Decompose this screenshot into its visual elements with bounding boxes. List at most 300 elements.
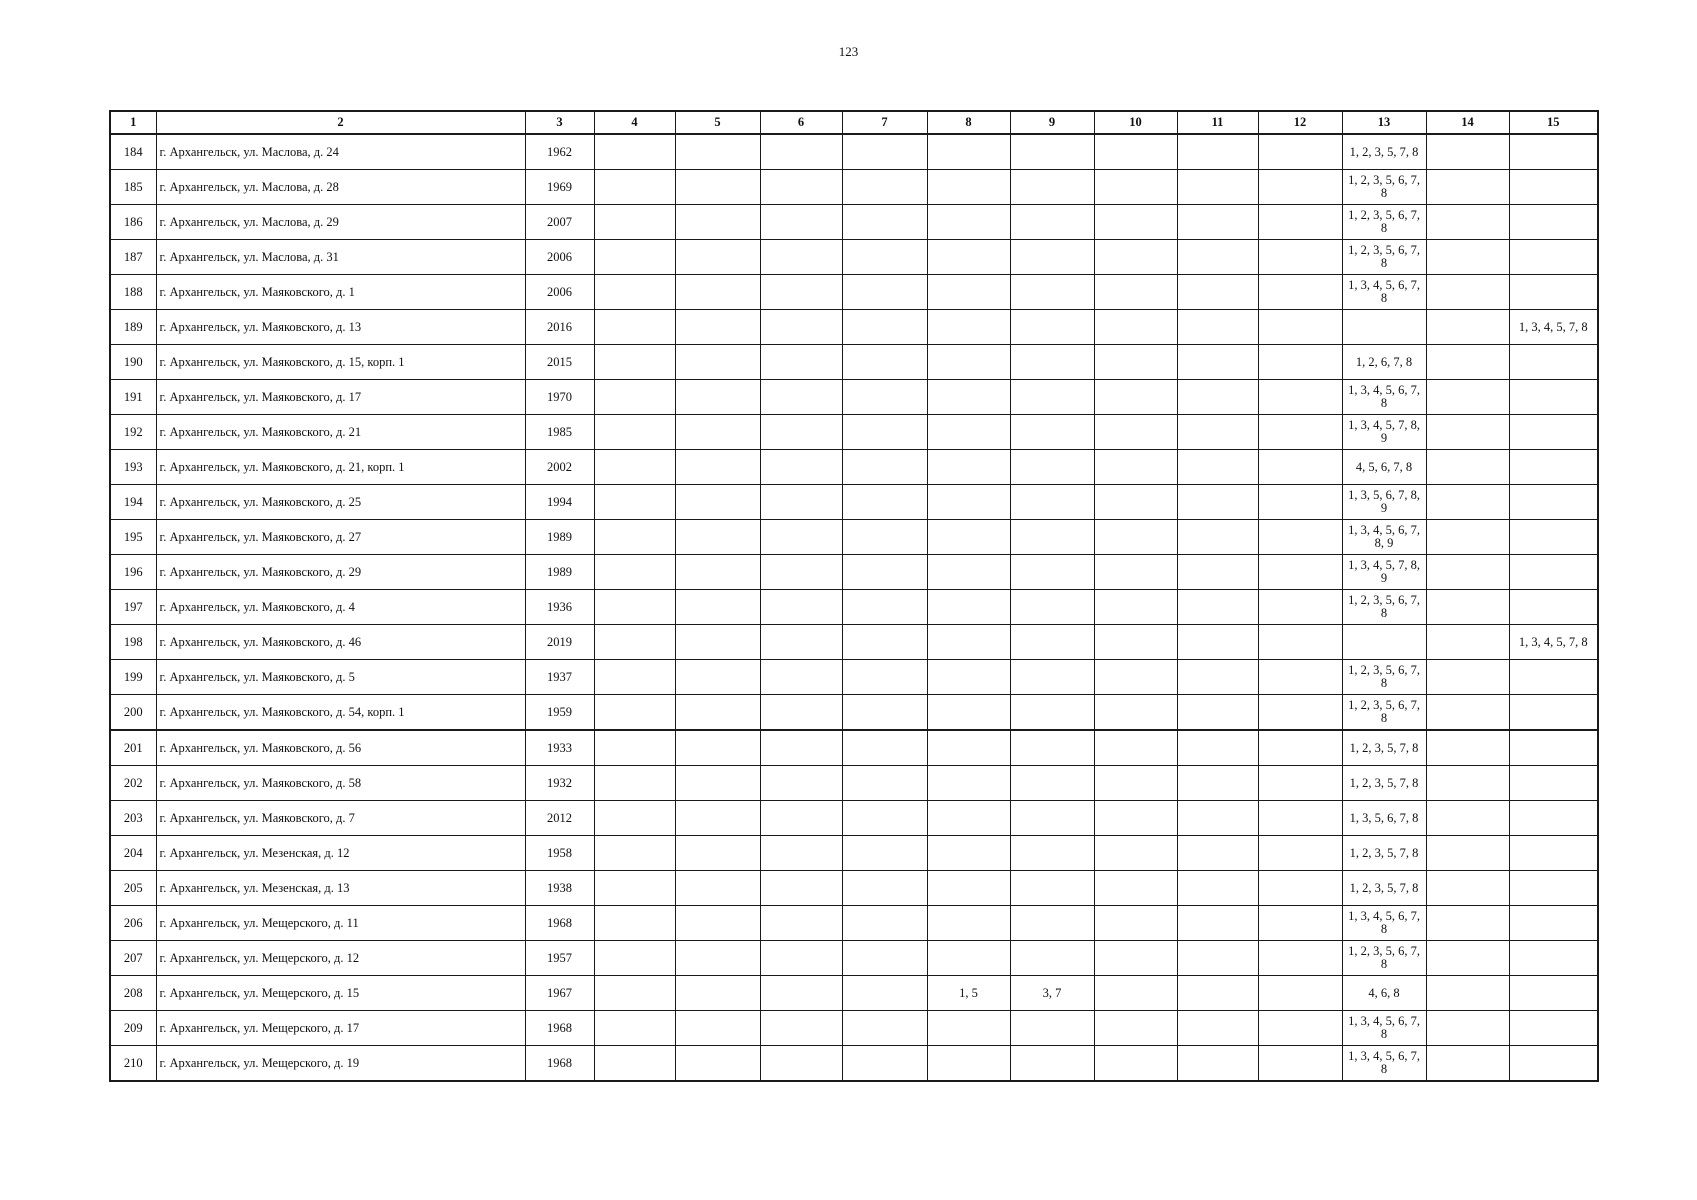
address-cell: г. Архангельск, ул. Маяковского, д. 7: [156, 801, 525, 836]
empty-cell: [675, 240, 760, 275]
empty-cell: [675, 801, 760, 836]
empty-cell: [1258, 415, 1342, 450]
address-cell: г. Архангельск, ул. Маяковского, д. 17: [156, 380, 525, 415]
row-number-cell: 203: [110, 801, 156, 836]
empty-cell: [1094, 170, 1177, 205]
col9-cell: [1010, 660, 1094, 695]
empty-cell: [1177, 170, 1258, 205]
empty-cell: [1094, 695, 1177, 731]
empty-cell: [760, 906, 842, 941]
empty-cell: [1258, 1011, 1342, 1046]
col8-cell: [927, 836, 1010, 871]
empty-cell: [594, 695, 675, 731]
row-number-cell: 198: [110, 625, 156, 660]
empty-cell: [1258, 134, 1342, 170]
column-header-1: 1: [110, 111, 156, 134]
col9-cell: [1010, 1011, 1094, 1046]
col13-cell: 1, 3, 4, 5, 6, 7, 8: [1342, 1011, 1426, 1046]
year-cell: 1937: [525, 660, 594, 695]
empty-cell: [1258, 310, 1342, 345]
col15-cell: [1509, 240, 1598, 275]
col13-cell: 1, 2, 3, 5, 7, 8: [1342, 134, 1426, 170]
empty-cell: [1426, 520, 1509, 555]
empty-cell: [842, 380, 927, 415]
empty-cell: [1426, 976, 1509, 1011]
empty-cell: [842, 625, 927, 660]
empty-cell: [1258, 625, 1342, 660]
column-header-4: 4: [594, 111, 675, 134]
empty-cell: [760, 836, 842, 871]
col8-cell: [927, 941, 1010, 976]
empty-cell: [1258, 906, 1342, 941]
col9-cell: [1010, 450, 1094, 485]
col9-cell: [1010, 310, 1094, 345]
table-row: [110, 590, 1598, 625]
row-number-cell: 202: [110, 766, 156, 801]
empty-cell: [1094, 134, 1177, 170]
col15-cell: [1509, 134, 1598, 170]
empty-cell: [1177, 520, 1258, 555]
empty-cell: [1177, 976, 1258, 1011]
col15-cell: [1509, 730, 1598, 766]
empty-cell: [1094, 976, 1177, 1011]
year-cell: 1994: [525, 485, 594, 520]
empty-cell: [1258, 941, 1342, 976]
empty-cell: [594, 485, 675, 520]
col13-cell: 1, 2, 3, 5, 6, 7, 8: [1342, 695, 1426, 731]
empty-cell: [1258, 836, 1342, 871]
empty-cell: [594, 625, 675, 660]
empty-cell: [760, 310, 842, 345]
year-cell: 1969: [525, 170, 594, 205]
col8-cell: [927, 310, 1010, 345]
empty-cell: [760, 660, 842, 695]
empty-cell: [675, 520, 760, 555]
address-cell: г. Архангельск, ул. Мещерского, д. 17: [156, 1011, 525, 1046]
empty-cell: [594, 1046, 675, 1082]
address-cell: г. Архангельск, ул. Маяковского, д. 5: [156, 660, 525, 695]
table-row: [110, 871, 1598, 906]
empty-cell: [760, 205, 842, 240]
empty-cell: [675, 450, 760, 485]
empty-cell: [1426, 485, 1509, 520]
empty-cell: [760, 801, 842, 836]
col8-cell: [927, 170, 1010, 205]
empty-cell: [594, 976, 675, 1011]
empty-cell: [675, 1011, 760, 1046]
col9-cell: [1010, 380, 1094, 415]
empty-cell: [675, 836, 760, 871]
empty-cell: [594, 240, 675, 275]
col13-cell: 1, 2, 3, 5, 7, 8: [1342, 766, 1426, 801]
empty-cell: [1094, 555, 1177, 590]
empty-cell: [842, 730, 927, 766]
row-number-cell: 200: [110, 695, 156, 731]
empty-cell: [1426, 134, 1509, 170]
empty-cell: [594, 555, 675, 590]
empty-cell: [1258, 871, 1342, 906]
col9-cell: [1010, 240, 1094, 275]
empty-cell: [594, 310, 675, 345]
col13-cell: 1, 2, 3, 5, 6, 7, 8: [1342, 205, 1426, 240]
empty-cell: [760, 625, 842, 660]
empty-cell: [760, 170, 842, 205]
year-cell: 1959: [525, 695, 594, 731]
column-header-2: 2: [156, 111, 525, 134]
table-row: [110, 415, 1598, 450]
address-cell: г. Архангельск, ул. Маяковского, д. 21: [156, 415, 525, 450]
empty-cell: [1177, 310, 1258, 345]
table-row: [110, 345, 1598, 380]
empty-cell: [1426, 380, 1509, 415]
row-number-cell: 188: [110, 275, 156, 310]
empty-cell: [760, 134, 842, 170]
empty-cell: [1177, 450, 1258, 485]
row-number-cell: 207: [110, 941, 156, 976]
col9-cell: [1010, 836, 1094, 871]
empty-cell: [1258, 170, 1342, 205]
empty-cell: [594, 450, 675, 485]
col9-cell: [1010, 766, 1094, 801]
col15-cell: [1509, 976, 1598, 1011]
row-number-cell: 205: [110, 871, 156, 906]
empty-cell: [1426, 766, 1509, 801]
table-row: [110, 625, 1598, 660]
col9-cell: [1010, 871, 1094, 906]
col9-cell: [1010, 695, 1094, 731]
row-number-cell: 185: [110, 170, 156, 205]
empty-cell: [842, 1046, 927, 1082]
empty-cell: [760, 555, 842, 590]
column-header-11: 11: [1177, 111, 1258, 134]
empty-cell: [594, 205, 675, 240]
year-cell: 2015: [525, 345, 594, 380]
col9-cell: [1010, 801, 1094, 836]
empty-cell: [760, 450, 842, 485]
empty-cell: [1094, 660, 1177, 695]
empty-cell: [760, 1046, 842, 1082]
empty-cell: [675, 625, 760, 660]
col8-cell: [927, 871, 1010, 906]
empty-cell: [1258, 766, 1342, 801]
empty-cell: [1258, 590, 1342, 625]
empty-cell: [842, 415, 927, 450]
empty-cell: [1258, 345, 1342, 380]
empty-cell: [594, 520, 675, 555]
address-cell: г. Архангельск, ул. Маяковского, д. 27: [156, 520, 525, 555]
empty-cell: [1177, 871, 1258, 906]
col15-cell: [1509, 1046, 1598, 1082]
empty-cell: [675, 134, 760, 170]
col13-cell: 1, 3, 4, 5, 6, 7, 8: [1342, 380, 1426, 415]
table-row: [110, 801, 1598, 836]
year-cell: 1970: [525, 380, 594, 415]
col13-cell: 1, 2, 3, 5, 7, 8: [1342, 836, 1426, 871]
empty-cell: [1177, 836, 1258, 871]
col13-cell: 1, 3, 4, 5, 6, 7, 8: [1342, 275, 1426, 310]
col8-cell: [927, 275, 1010, 310]
empty-cell: [1094, 836, 1177, 871]
empty-cell: [1177, 766, 1258, 801]
empty-cell: [1177, 730, 1258, 766]
empty-cell: [594, 170, 675, 205]
col13-cell: 1, 2, 3, 5, 7, 8: [1342, 730, 1426, 766]
empty-cell: [1258, 275, 1342, 310]
col8-cell: [927, 590, 1010, 625]
address-cell: г. Архангельск, ул. Маслова, д. 24: [156, 134, 525, 170]
empty-cell: [675, 415, 760, 450]
empty-cell: [1094, 380, 1177, 415]
empty-cell: [675, 275, 760, 310]
empty-cell: [842, 240, 927, 275]
empty-cell: [1426, 415, 1509, 450]
col8-cell: [927, 766, 1010, 801]
row-number-cell: 196: [110, 555, 156, 590]
empty-cell: [1258, 240, 1342, 275]
empty-cell: [1177, 205, 1258, 240]
column-header-15: 15: [1509, 111, 1598, 134]
empty-cell: [594, 590, 675, 625]
col8-cell: [927, 555, 1010, 590]
empty-cell: [1426, 836, 1509, 871]
empty-cell: [1426, 906, 1509, 941]
address-cell: г. Архангельск, ул. Мезенская, д. 13: [156, 871, 525, 906]
empty-cell: [760, 941, 842, 976]
address-cell: г. Архангельск, ул. Мещерского, д. 11: [156, 906, 525, 941]
empty-cell: [1177, 590, 1258, 625]
row-number-cell: 193: [110, 450, 156, 485]
row-number-cell: 190: [110, 345, 156, 380]
empty-cell: [842, 906, 927, 941]
empty-cell: [1177, 134, 1258, 170]
year-cell: 1989: [525, 520, 594, 555]
empty-cell: [760, 871, 842, 906]
table-row: [110, 310, 1598, 345]
year-cell: 1932: [525, 766, 594, 801]
col15-cell: 1, 3, 4, 5, 7, 8: [1509, 310, 1598, 345]
col8-cell: [927, 695, 1010, 731]
col13-cell: 1, 3, 5, 6, 7, 8: [1342, 801, 1426, 836]
empty-cell: [594, 345, 675, 380]
col15-cell: [1509, 485, 1598, 520]
col9-cell: [1010, 345, 1094, 380]
empty-cell: [842, 766, 927, 801]
col15-cell: [1509, 871, 1598, 906]
empty-cell: [842, 941, 927, 976]
empty-cell: [1177, 906, 1258, 941]
empty-cell: [1426, 941, 1509, 976]
empty-cell: [1258, 380, 1342, 415]
address-cell: г. Архангельск, ул. Маслова, д. 28: [156, 170, 525, 205]
empty-cell: [1258, 660, 1342, 695]
col15-cell: [1509, 415, 1598, 450]
address-cell: г. Архангельск, ул. Маяковского, д. 29: [156, 555, 525, 590]
column-header-10: 10: [1094, 111, 1177, 134]
column-header-7: 7: [842, 111, 927, 134]
address-cell: г. Архангельск, ул. Мещерского, д. 19: [156, 1046, 525, 1082]
empty-cell: [1426, 345, 1509, 380]
col9-cell: [1010, 520, 1094, 555]
empty-cell: [1094, 871, 1177, 906]
empty-cell: [675, 485, 760, 520]
col9-cell: [1010, 170, 1094, 205]
empty-cell: [842, 485, 927, 520]
empty-cell: [594, 871, 675, 906]
row-number-cell: 206: [110, 906, 156, 941]
col8-cell: [927, 520, 1010, 555]
empty-cell: [1094, 1046, 1177, 1082]
col13-cell: 1, 2, 3, 5, 6, 7, 8: [1342, 590, 1426, 625]
register-table: [109, 110, 1599, 1082]
year-cell: 2006: [525, 240, 594, 275]
column-header-6: 6: [760, 111, 842, 134]
col8-cell: [927, 450, 1010, 485]
empty-cell: [842, 695, 927, 731]
empty-cell: [675, 380, 760, 415]
empty-cell: [675, 310, 760, 345]
col13-cell: 1, 2, 3, 5, 6, 7, 8: [1342, 240, 1426, 275]
empty-cell: [675, 1046, 760, 1082]
empty-cell: [842, 555, 927, 590]
table-row: [110, 906, 1598, 941]
empty-cell: [1094, 240, 1177, 275]
empty-cell: [594, 766, 675, 801]
col9-cell: [1010, 625, 1094, 660]
table-row: [110, 695, 1598, 731]
empty-cell: [1094, 906, 1177, 941]
empty-cell: [1177, 801, 1258, 836]
address-cell: г. Архангельск, ул. Маяковского, д. 58: [156, 766, 525, 801]
empty-cell: [675, 205, 760, 240]
col8-cell: [927, 415, 1010, 450]
col15-cell: [1509, 170, 1598, 205]
col9-cell: 3, 7: [1010, 976, 1094, 1011]
address-cell: г. Архангельск, ул. Маяковского, д. 21, корп. 1: [156, 450, 525, 485]
empty-cell: [842, 590, 927, 625]
col15-cell: [1509, 941, 1598, 976]
table-row: [110, 275, 1598, 310]
empty-cell: [1426, 625, 1509, 660]
empty-cell: [675, 170, 760, 205]
col15-cell: [1509, 205, 1598, 240]
col8-cell: [927, 1011, 1010, 1046]
table-row: [110, 170, 1598, 205]
col15-cell: 1, 3, 4, 5, 7, 8: [1509, 625, 1598, 660]
table-row: [110, 730, 1598, 766]
column-header-5: 5: [675, 111, 760, 134]
empty-cell: [1094, 520, 1177, 555]
year-cell: 1968: [525, 1011, 594, 1046]
col15-cell: [1509, 590, 1598, 625]
empty-cell: [760, 345, 842, 380]
empty-cell: [1094, 415, 1177, 450]
year-cell: 2007: [525, 205, 594, 240]
col15-cell: [1509, 345, 1598, 380]
empty-cell: [1177, 1046, 1258, 1082]
empty-cell: [1258, 450, 1342, 485]
empty-cell: [675, 730, 760, 766]
table-row: [110, 380, 1598, 415]
empty-cell: [1094, 485, 1177, 520]
col8-cell: [927, 1046, 1010, 1082]
col15-cell: [1509, 555, 1598, 590]
row-number-cell: 195: [110, 520, 156, 555]
table-row: [110, 836, 1598, 871]
empty-cell: [1258, 801, 1342, 836]
empty-cell: [842, 275, 927, 310]
col9-cell: [1010, 415, 1094, 450]
empty-cell: [1094, 205, 1177, 240]
empty-cell: [1426, 555, 1509, 590]
empty-cell: [842, 1011, 927, 1046]
empty-cell: [760, 730, 842, 766]
empty-cell: [760, 415, 842, 450]
year-cell: 2019: [525, 625, 594, 660]
empty-cell: [1177, 660, 1258, 695]
row-number-cell: 186: [110, 205, 156, 240]
empty-cell: [1177, 941, 1258, 976]
col8-cell: [927, 134, 1010, 170]
table-row: [110, 976, 1598, 1011]
table-row: [110, 520, 1598, 555]
table-row: [110, 485, 1598, 520]
col8-cell: [927, 906, 1010, 941]
empty-cell: [1094, 345, 1177, 380]
col13-cell: 1, 3, 4, 5, 6, 7, 8: [1342, 1046, 1426, 1082]
empty-cell: [1177, 240, 1258, 275]
col15-cell: [1509, 380, 1598, 415]
empty-cell: [594, 836, 675, 871]
empty-cell: [1426, 275, 1509, 310]
empty-cell: [842, 520, 927, 555]
col9-cell: [1010, 555, 1094, 590]
col13-cell: 4, 6, 8: [1342, 976, 1426, 1011]
col8-cell: [927, 485, 1010, 520]
empty-cell: [1177, 415, 1258, 450]
empty-cell: [760, 695, 842, 731]
col15-cell: [1509, 801, 1598, 836]
empty-cell: [1426, 240, 1509, 275]
col8-cell: 1, 5: [927, 976, 1010, 1011]
col8-cell: [927, 380, 1010, 415]
empty-cell: [1094, 1011, 1177, 1046]
year-cell: 2002: [525, 450, 594, 485]
row-number-cell: 187: [110, 240, 156, 275]
page-number: 123: [838, 44, 859, 59]
empty-cell: [1094, 625, 1177, 660]
row-number-cell: 189: [110, 310, 156, 345]
row-number-cell: 209: [110, 1011, 156, 1046]
col9-cell: [1010, 941, 1094, 976]
table-body: [110, 134, 1598, 1081]
empty-cell: [842, 450, 927, 485]
address-cell: г. Архангельск, ул. Маяковского, д. 1: [156, 275, 525, 310]
year-cell: 1985: [525, 415, 594, 450]
col15-cell: [1509, 695, 1598, 731]
table-row: [110, 766, 1598, 801]
empty-cell: [842, 836, 927, 871]
empty-cell: [1177, 555, 1258, 590]
address-cell: г. Архангельск, ул. Маяковского, д. 13: [156, 310, 525, 345]
row-number-cell: 197: [110, 590, 156, 625]
table-row: [110, 450, 1598, 485]
row-number-cell: 191: [110, 380, 156, 415]
empty-cell: [1177, 1011, 1258, 1046]
empty-cell: [1426, 660, 1509, 695]
col15-cell: [1509, 1011, 1598, 1046]
col9-cell: [1010, 1046, 1094, 1082]
empty-cell: [594, 275, 675, 310]
